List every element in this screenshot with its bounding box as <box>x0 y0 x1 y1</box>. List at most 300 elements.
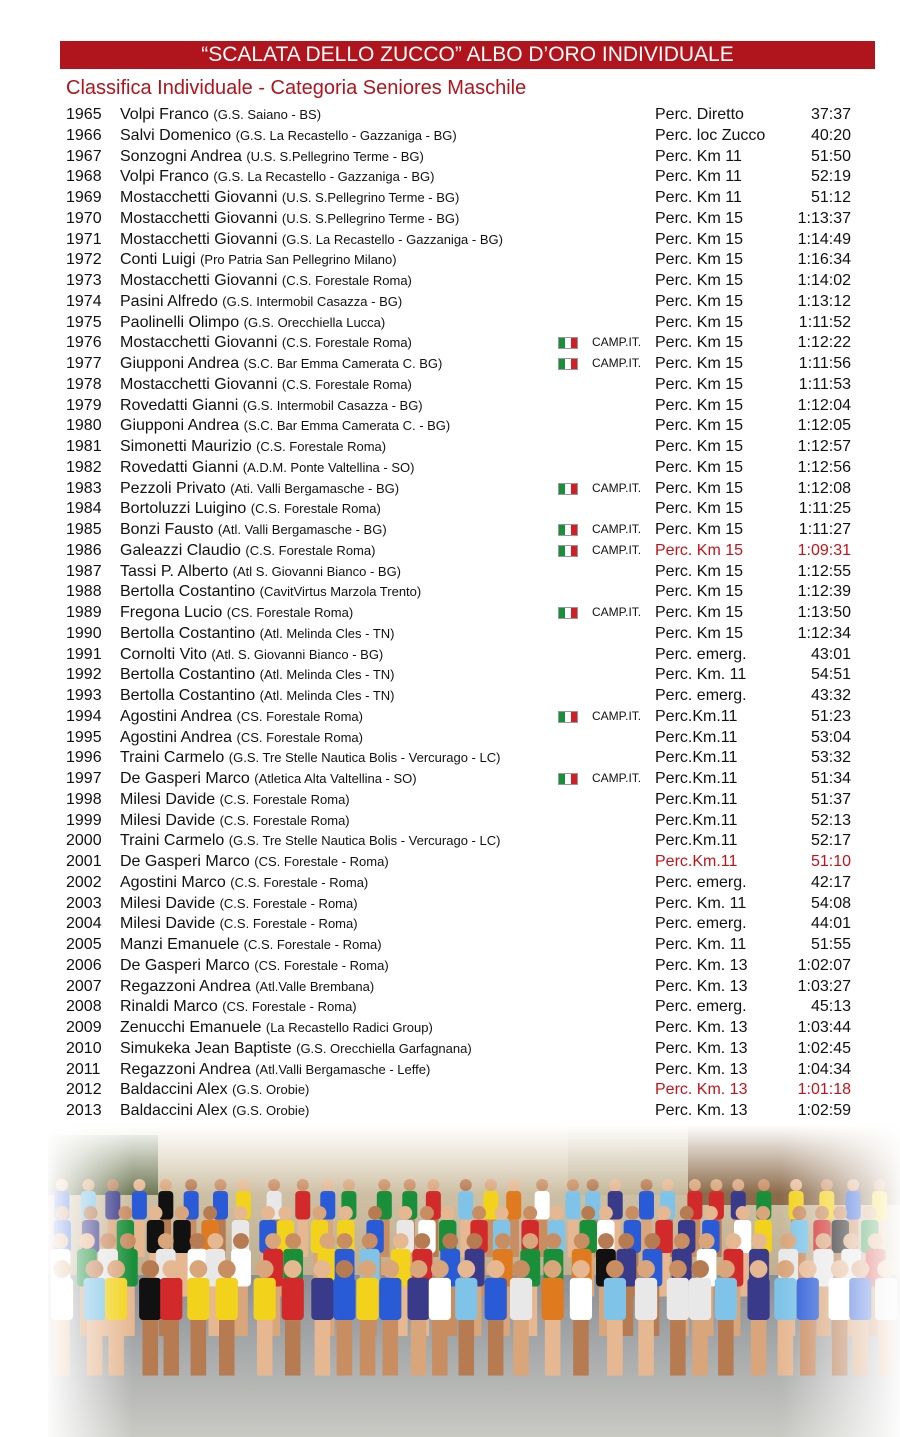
result-year: 1993 <box>66 687 102 704</box>
athlete-name: Giupponi Andrea <box>120 355 240 372</box>
athlete-club: (G.S. La Recastello - Gazzaniga - BG) <box>213 169 435 185</box>
result-route: Perc. Km 11 <box>655 147 742 165</box>
result-year: 1971 <box>66 230 102 248</box>
athlete-name: Mostacchetti Giovanni <box>120 209 278 227</box>
result-time: 51:12 <box>810 189 851 206</box>
italian-flag-icon <box>558 773 578 785</box>
result-year: 1972 <box>66 251 102 269</box>
result-athlete-cell <box>120 664 394 685</box>
result-year: 1997 <box>66 770 102 787</box>
result-route: Perc. Km 15 <box>655 541 744 559</box>
result-row <box>66 644 856 665</box>
result-row <box>66 976 856 997</box>
athlete-club: (Pro Patria San Pellegrino Milano) <box>200 252 397 268</box>
athlete-club: (G.S. Saiano - BS) <box>213 107 322 122</box>
result-time: 1:11:52 <box>798 313 851 331</box>
result-time: 52:19 <box>810 168 851 186</box>
athlete-name: Bertolla Costantino <box>120 583 256 601</box>
result-row <box>66 208 856 229</box>
result-route: Perc. Km. 13 <box>655 977 748 995</box>
result-year: 1984 <box>66 500 102 518</box>
athlete-club: (G.S. Intermobil Casazza - BG) <box>222 293 403 309</box>
athlete-club: (Ati. Valli Bergamasche - BG) <box>230 480 400 496</box>
athlete-club: (G.S. Orecchiella Lucca) <box>243 314 386 330</box>
result-row <box>66 291 856 312</box>
result-year: 2005 <box>66 936 102 953</box>
athlete-club: (Atl. Melinda Cles - TN) <box>259 688 395 703</box>
result-row <box>66 810 856 831</box>
result-athlete-cell <box>120 810 350 831</box>
result-time: 1:12:08 <box>797 479 851 497</box>
result-row <box>66 436 856 457</box>
result-year: 1965 <box>66 106 102 123</box>
result-route: Perc. Km 11 <box>655 189 742 206</box>
result-athlete-cell <box>120 872 368 893</box>
result-athlete-cell <box>120 208 459 229</box>
result-athlete-cell <box>120 291 402 312</box>
result-year: 1966 <box>66 126 102 144</box>
italian-championship-label: CAMP.IT. <box>592 480 642 495</box>
result-time: 1:13:12 <box>797 292 851 310</box>
result-time: 1:12:56 <box>797 458 851 476</box>
result-route: Perc. Km 15 <box>655 604 744 621</box>
athlete-club: (CavitVirtus Marzola Trento) <box>259 584 422 600</box>
result-athlete-cell <box>120 1038 472 1059</box>
result-athlete-cell <box>120 125 457 146</box>
athlete-club: (C.S. Forestale - Roma) <box>219 916 358 932</box>
athlete-club: (C.S. Forestale Roma) <box>281 335 412 351</box>
athlete-name: Bortoluzzi Luigino <box>120 500 247 518</box>
athlete-name: Rovedatti Gianni <box>120 396 239 414</box>
result-time: 1:09:31 <box>797 541 851 559</box>
result-year: 1967 <box>66 147 102 165</box>
result-route: Perc.Km.11 <box>655 853 738 870</box>
italian-championship-label: CAMP.IT. <box>592 542 642 557</box>
result-time: 54:08 <box>810 894 851 912</box>
result-time: 43:32 <box>810 687 851 704</box>
result-year: 1973 <box>66 272 102 289</box>
result-year: 1979 <box>66 396 102 414</box>
result-row <box>66 768 856 789</box>
athlete-name: Zenucchi Emanuele <box>120 1019 262 1036</box>
title-banner <box>60 41 875 69</box>
result-route: Perc. Km. 13 <box>655 1019 748 1036</box>
result-year: 1989 <box>66 604 102 621</box>
athlete-club: (C.S. Forestale Roma) <box>245 542 376 558</box>
result-athlete-cell <box>120 747 500 768</box>
result-athlete-cell <box>120 934 382 955</box>
athlete-club: (Atl. Valli Bergamasche - BG) <box>217 522 387 537</box>
result-row <box>66 187 856 208</box>
result-row <box>66 540 856 561</box>
result-row <box>66 851 856 872</box>
result-athlete-cell <box>120 623 394 644</box>
result-athlete-cell <box>120 955 389 976</box>
result-year: 2012 <box>66 1081 102 1099</box>
italian-flag-icon <box>558 607 578 619</box>
result-athlete-cell <box>120 830 500 851</box>
result-route: Perc. Km. 13 <box>655 1081 748 1099</box>
athlete-club: (C.S. Forestale Roma) <box>281 376 412 392</box>
result-route: Perc. loc Zucco <box>655 126 766 144</box>
athlete-name: Paolinelli Olimpo <box>120 313 240 331</box>
athlete-club: (CS. Forestale Roma) <box>236 708 363 724</box>
result-time: 1:11:56 <box>798 355 851 372</box>
result-athlete-cell <box>120 602 353 623</box>
result-time: 1:13:37 <box>797 209 851 227</box>
athlete-club: (G.S. Orobie) <box>232 1082 310 1098</box>
result-route: Perc. emerg. <box>655 645 747 663</box>
result-athlete-cell <box>120 436 386 457</box>
result-athlete-cell <box>120 498 381 519</box>
result-row <box>66 519 856 540</box>
result-athlete-cell <box>120 561 401 582</box>
result-year: 1974 <box>66 292 102 310</box>
result-route: Perc.Km.11 <box>655 832 738 850</box>
athlete-club: (A.D.M. Ponte Valtellina - SO) <box>242 459 415 475</box>
athlete-name: Agostini Andrea <box>120 728 233 746</box>
race-start-photo <box>48 1125 900 1437</box>
athlete-club: (U.S. S.Pellegrino Terme - BG) <box>246 148 424 164</box>
result-row <box>66 893 856 914</box>
category-subtitle: Classifica Individuale - Categoria Seniores Maschile <box>66 77 527 99</box>
result-athlete-cell <box>120 1017 433 1038</box>
athlete-name: Rovedatti Gianni <box>120 458 239 476</box>
result-athlete-cell <box>120 996 357 1017</box>
result-row <box>66 1017 856 1038</box>
result-athlete-cell <box>120 166 434 187</box>
result-year: 1977 <box>66 355 102 372</box>
athlete-name: De Gasperi Marco <box>120 770 250 787</box>
athlete-name: Cornolti Vito <box>120 645 207 663</box>
result-time: 51:50 <box>810 147 851 165</box>
result-time: 1:16:34 <box>797 251 851 269</box>
result-year: 2007 <box>66 977 102 995</box>
result-time: 40:20 <box>810 126 851 144</box>
result-year: 1995 <box>66 728 102 746</box>
runners-crowd-illustration <box>48 1125 900 1437</box>
result-route: Perc. Km 15 <box>655 230 744 248</box>
athlete-club: (C.S. Forestale Roma) <box>250 501 381 517</box>
result-row <box>66 623 856 644</box>
athlete-club: (G.S. La Recastello - Gazzaniga - BG) <box>281 231 503 247</box>
athlete-club: (G.S. La Recastello - Gazzaniga - BG) <box>235 127 457 143</box>
result-row <box>66 312 856 333</box>
italian-championship-label: CAMP.IT. <box>592 356 642 370</box>
result-time: 1:11:27 <box>798 521 851 538</box>
result-row <box>66 249 856 270</box>
athlete-name: Sonzogni Andrea <box>120 147 242 165</box>
result-row <box>66 1100 856 1121</box>
result-time: 1:14:49 <box>797 230 851 248</box>
result-row <box>66 374 856 395</box>
result-route: Perc. Km 15 <box>655 251 744 269</box>
result-athlete-cell <box>120 1059 430 1080</box>
result-time: 51:23 <box>810 707 851 725</box>
result-year: 2008 <box>66 998 102 1016</box>
result-athlete-cell <box>120 353 442 374</box>
result-row <box>66 872 856 893</box>
italian-flag-icon <box>558 358 578 370</box>
result-athlete-cell <box>120 1100 309 1121</box>
result-row <box>66 478 856 499</box>
result-row <box>66 664 856 685</box>
result-year: 1998 <box>66 790 102 808</box>
athlete-name: Simonetti Maurizio <box>120 438 252 455</box>
result-athlete-cell <box>120 789 350 810</box>
athlete-club: (CS. Forestale Roma) <box>226 605 354 620</box>
athlete-name: Pasini Alfredo <box>120 292 218 310</box>
athlete-club: (G.S. Tre Stelle Nautica Bolis - Vercurago - LC) <box>228 750 501 766</box>
result-year: 2010 <box>66 1039 102 1057</box>
result-row <box>66 934 856 955</box>
athlete-club: (Atl S. Giovanni Bianco - BG) <box>232 563 402 579</box>
athlete-name: Salvi Domenico <box>120 126 232 144</box>
result-time: 1:12:57 <box>797 438 851 455</box>
result-route: Perc. Km 15 <box>655 624 744 642</box>
result-year: 1978 <box>66 375 102 393</box>
athlete-club: (C.S. Forestale - Roma) <box>230 874 369 890</box>
athlete-name: Bonzi Fausto <box>120 521 214 538</box>
result-athlete-cell <box>120 229 503 250</box>
athlete-club: (C.S. Forestale Roma) <box>281 273 412 288</box>
athlete-club: (Atl. S. Giovanni Bianco - BG) <box>211 646 384 662</box>
athlete-name: Mostacchetti Giovanni <box>120 334 278 352</box>
athlete-name: Mostacchetti Giovanni <box>120 230 278 248</box>
result-athlete-cell <box>120 312 385 333</box>
athlete-name: Simukeka Jean Baptiste <box>120 1039 292 1057</box>
italian-championship-label: CAMP.IT. <box>592 522 642 536</box>
result-time: 1:11:25 <box>798 500 851 518</box>
result-year: 2001 <box>66 853 102 870</box>
athlete-name: Bertolla Costantino <box>120 687 256 704</box>
result-time: 53:32 <box>810 749 851 767</box>
athlete-club: (CS. Forestale - Roma) <box>222 999 357 1015</box>
result-time: 1:12:34 <box>797 624 851 642</box>
result-route: Perc. Km 15 <box>655 396 744 414</box>
athlete-name: Bertolla Costantino <box>120 666 256 684</box>
athlete-club: (C.S. Forestale Roma) <box>219 791 350 807</box>
result-time: 54:51 <box>810 666 851 684</box>
result-year: 1970 <box>66 209 102 227</box>
result-route: Perc.Km.11 <box>655 749 738 767</box>
result-row <box>66 581 856 602</box>
result-route: Perc. emerg. <box>655 998 747 1016</box>
athlete-name: Milesi Davide <box>120 915 216 933</box>
athlete-name: De Gasperi Marco <box>120 956 250 974</box>
result-year: 1988 <box>66 583 102 601</box>
result-row <box>66 747 856 768</box>
result-route: Perc.Km.11 <box>655 790 738 808</box>
result-route: Perc. Km 15 <box>655 479 744 497</box>
result-time: 37:37 <box>810 106 851 123</box>
result-time: 1:04:34 <box>797 1060 851 1078</box>
result-row <box>66 996 856 1017</box>
result-route: Perc. Km 15 <box>655 500 744 518</box>
athlete-name: Rinaldi Marco <box>120 998 218 1016</box>
result-route: Perc. Km 15 <box>655 417 744 435</box>
result-athlete-cell <box>120 581 421 602</box>
result-athlete-cell <box>120 395 423 416</box>
result-route: Perc. Km 15 <box>655 209 744 227</box>
italian-flag-icon <box>558 524 578 536</box>
result-athlete-cell <box>120 457 414 478</box>
result-year: 1999 <box>66 811 102 829</box>
result-athlete-cell <box>120 768 417 789</box>
athlete-club: (Atl. Melinda Cles - TN) <box>259 625 395 641</box>
result-athlete-cell <box>120 644 383 665</box>
result-row <box>66 561 856 582</box>
result-time: 44:01 <box>810 915 851 933</box>
result-athlete-cell <box>120 976 374 997</box>
result-row <box>66 498 856 519</box>
result-row <box>66 270 856 291</box>
italian-flag-icon <box>558 483 578 495</box>
result-athlete-cell <box>120 851 389 872</box>
result-year: 1981 <box>66 438 102 455</box>
result-row <box>66 457 856 478</box>
result-row <box>66 1038 856 1059</box>
athlete-club: (CS. Forestale - Roma) <box>254 854 389 869</box>
athlete-club: (S.C. Bar Emma Camerata C. - BG) <box>243 418 451 434</box>
athlete-name: Volpi Franco <box>120 168 209 186</box>
result-time: 52:13 <box>810 811 851 829</box>
result-time: 51:34 <box>810 770 851 787</box>
result-time: 1:12:39 <box>797 583 851 601</box>
athlete-club: (Atl.Valli Bergamasche - Leffe) <box>255 1061 431 1077</box>
athlete-club: (C.S. Forestale Roma) <box>256 439 387 454</box>
athlete-club: (G.S. Orecchiella Garfagnana) <box>296 1040 472 1056</box>
result-route: Perc. Km 15 <box>655 375 744 393</box>
result-route: Perc. Km 11 <box>655 168 742 186</box>
result-year: 1994 <box>66 707 102 725</box>
italian-championship-label: CAMP.IT. <box>592 708 642 723</box>
result-year: 2013 <box>66 1102 102 1119</box>
result-route: Perc. Km 15 <box>655 438 744 455</box>
result-year: 1985 <box>66 521 102 538</box>
result-route: Perc. Km 15 <box>655 562 744 580</box>
result-athlete-cell <box>120 706 363 727</box>
result-row <box>66 727 856 748</box>
result-time: 1:03:27 <box>797 977 851 995</box>
result-route: Perc. Diretto <box>655 106 744 123</box>
result-row <box>66 353 856 374</box>
athlete-name: Pezzoli Privato <box>120 479 226 497</box>
result-year: 2003 <box>66 894 102 912</box>
athlete-club: (Atletica Alta Valtellina - SO) <box>254 771 417 786</box>
athlete-name: Agostini Marco <box>120 873 226 891</box>
result-time: 1:02:45 <box>797 1039 851 1057</box>
result-row <box>66 229 856 250</box>
result-year: 1991 <box>66 645 102 663</box>
result-route: Perc. Km 15 <box>655 355 744 372</box>
result-athlete-cell <box>120 146 424 167</box>
athlete-name: Giupponi Andrea <box>120 417 240 435</box>
result-route: Perc.Km.11 <box>655 728 738 746</box>
result-route: Perc. Km. 13 <box>655 1060 748 1078</box>
athlete-club: (C.S. Forestale - Roma) <box>219 895 358 911</box>
athlete-name: Agostini Andrea <box>120 707 233 725</box>
result-athlete-cell <box>120 1079 309 1100</box>
athlete-name: Mostacchetti Giovanni <box>120 272 278 289</box>
athlete-name: Mostacchetti Giovanni <box>120 375 278 393</box>
athlete-name: Volpi Franco <box>120 106 209 123</box>
result-row <box>66 1059 856 1080</box>
result-row <box>66 146 856 167</box>
athlete-club: (S.C. Bar Emma Camerata C. BG) <box>243 356 443 371</box>
result-row <box>66 955 856 976</box>
athlete-name: Traini Carmelo <box>120 749 225 767</box>
result-route: Perc. Km. 13 <box>655 1102 748 1119</box>
athlete-club: (Atl.Valle Brembana) <box>255 978 375 994</box>
result-route: Perc. Km 15 <box>655 292 744 310</box>
result-athlete-cell <box>120 415 450 436</box>
result-athlete-cell <box>120 893 358 914</box>
athlete-club: (Atl. Melinda Cles - TN) <box>259 667 395 683</box>
athlete-name: Mostacchetti Giovanni <box>120 189 278 206</box>
result-time: 1:02:07 <box>797 956 851 974</box>
result-row <box>66 1079 856 1100</box>
result-year: 1986 <box>66 541 102 559</box>
result-row <box>66 913 856 934</box>
italian-flag-icon <box>558 545 578 557</box>
result-time: 1:14:02 <box>797 272 851 289</box>
athlete-club: (C.S. Forestale - Roma) <box>243 937 382 952</box>
athlete-club: (U.S. S.Pellegrino Terme - BG) <box>281 190 460 205</box>
result-time: 1:11:53 <box>798 375 851 393</box>
result-year: 2011 <box>66 1060 101 1078</box>
result-year: 1982 <box>66 458 102 476</box>
result-time: 53:04 <box>810 728 851 746</box>
athlete-name: Traini Carmelo <box>120 832 225 850</box>
athlete-club: (La Recastello Radici Group) <box>265 1020 433 1035</box>
result-route: Perc. Km 15 <box>655 583 744 601</box>
result-time: 1:02:59 <box>797 1102 851 1119</box>
result-year: 2009 <box>66 1019 102 1036</box>
italian-flag-icon <box>558 337 578 349</box>
athlete-name: Galeazzi Claudio <box>120 541 241 559</box>
athlete-club: (G.S. Orobie) <box>232 1103 310 1118</box>
result-row <box>66 125 856 146</box>
result-route: Perc. Km. 11 <box>655 894 747 912</box>
results-list <box>66 104 856 1121</box>
athlete-club: (G.S. Intermobil Casazza - BG) <box>242 397 423 413</box>
athlete-name: Baldaccini Alex <box>120 1081 228 1099</box>
result-year: 1968 <box>66 168 102 186</box>
result-route: Perc. Km. 13 <box>655 956 748 974</box>
result-row <box>66 789 856 810</box>
result-time: 51:37 <box>810 790 851 808</box>
result-year: 1990 <box>66 624 102 642</box>
result-year: 2004 <box>66 915 102 933</box>
result-route: Perc.Km.11 <box>655 811 738 829</box>
result-year: 1996 <box>66 749 102 767</box>
result-athlete-cell <box>120 332 412 353</box>
result-time: 51:10 <box>810 853 851 870</box>
result-route: Perc. Km 15 <box>655 272 744 289</box>
athlete-club: (C.S. Forestale Roma) <box>219 812 350 828</box>
result-athlete-cell <box>120 104 321 125</box>
result-route: Perc.Km.11 <box>655 770 738 787</box>
result-route: Perc. emerg. <box>655 915 747 933</box>
result-row <box>66 706 856 727</box>
result-time: 1:12:05 <box>797 417 851 435</box>
athlete-name: Baldaccini Alex <box>120 1102 228 1119</box>
result-row <box>66 685 856 706</box>
athlete-name: Tassi P. Alberto <box>120 562 229 580</box>
athlete-name: Conti Luigi <box>120 251 196 269</box>
result-athlete-cell <box>120 187 459 208</box>
